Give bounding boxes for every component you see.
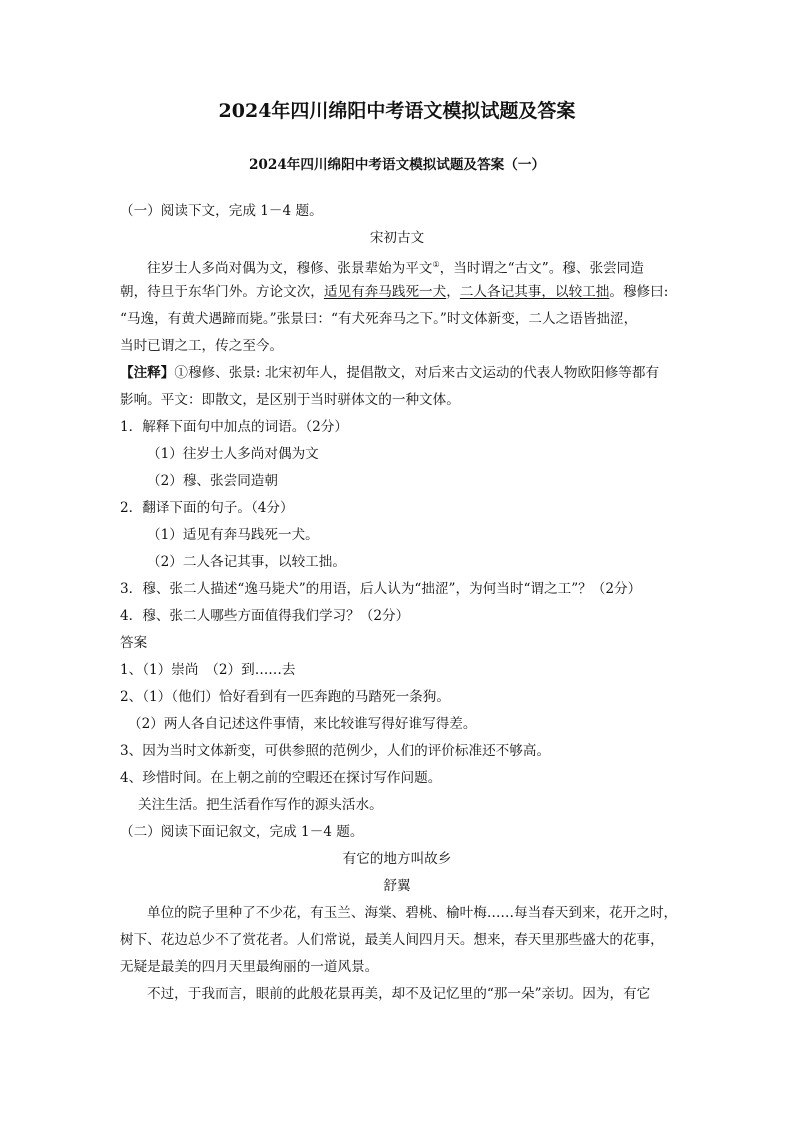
answer-2-item-1: 2、（1）（他们）恰好看到有一匹奔跑的马踏死一条狗。 xyxy=(120,689,450,705)
question-3: 3．穆、张二人描述“逸马毙犬”的用语，后人认为“拙涩”，为何当时“谓之工”？（2分） xyxy=(120,581,642,597)
underlined-sentence-1: 适见有奔马践死一犬 xyxy=(323,284,447,300)
passage2-author: 舒翼 xyxy=(383,878,411,894)
underlined-sentence-2: 二人各记其事，以较工拙 xyxy=(459,284,610,300)
question-2: 2．翻译下面的句子。（4分） xyxy=(120,500,294,516)
page-title: 2024年四川绵阳中考语文模拟试题及答案 xyxy=(218,100,576,122)
section2-intro: （二）阅读下面记叙文，完成 1－4 题。 xyxy=(120,824,364,840)
question-2-item-1: （1）适见有奔马践死一犬。 xyxy=(147,527,319,543)
answer-3: 3、因为当时文体新变，可供参照的范例少，人们的评价标准还不够高。 xyxy=(120,743,551,759)
passage1-line-1: 往岁士人多尚对偶为文，穆修、张景辈始为平文①，当时谓之“古文”。穆、张尝同造 xyxy=(147,260,644,277)
passage2-title: 有它的地方叫故乡 xyxy=(342,851,452,867)
annotation-line-1: 【注释】①穆修、张景: 北宋初年人，提倡散文，对后来古文运动的代表人物欧阳修等都有 xyxy=(120,365,660,381)
question-1-item-2: （2）穆、张尝同造朝 xyxy=(147,473,278,489)
passage2-line-3: 无疑是最美的四月天里最绚丽的一道风景。 xyxy=(120,959,379,975)
annotation-label: 【注释】 xyxy=(120,365,175,381)
passage2-line-2: 树下、花边总少不了赏花者。人们常说，最美人间四月天。想来，春天里那些盛大的花事， xyxy=(120,932,664,948)
exam-subtitle: 2024年四川绵阳中考语文模拟试题及答案（一） xyxy=(248,157,546,173)
question-1: 1．解释下面句中加点的词语。（2分） xyxy=(120,419,348,435)
passage1-line-3: “马逸，有黄犬遇蹄而毙。”张景曰：“有犬死奔马之下。”时文体新变，二人之语皆拙涩， xyxy=(120,311,638,327)
answer-1: 1、（1）崇尚 （2）到……去 xyxy=(120,662,296,678)
passage1-line-4: 当时已谓之工，传之至今。 xyxy=(120,338,284,354)
section1-intro: （一）阅读下文，完成 1－4 题。 xyxy=(120,203,323,219)
question-1-item-1: （1）往岁士人多尚对偶为文 xyxy=(147,446,319,462)
answer-4-item-2: 关注生活。把生活看作写作的源头活水。 xyxy=(138,797,383,813)
annotation-line-2: 影响。平文：即散文，是区别于当时骈体文的一种文体。 xyxy=(120,392,460,408)
answer-4-item-1: 4、珍惜时间。在上朝之前的空暇还在探讨写作问题。 xyxy=(120,770,442,786)
question-4: 4．穆、张二人哪些方面值得我们学习？（2分） xyxy=(120,608,410,624)
answer-heading: 答案 xyxy=(120,635,148,651)
passage2-line-4: 不过，于我而言，眼前的此般花景再美，却不及记忆里的“那一朵”亲切。因为，有它 xyxy=(147,986,651,1002)
question-2-item-2: （2）二人各记其事，以较工拙。 xyxy=(147,554,346,570)
passage1-title: 宋初古文 xyxy=(369,230,425,246)
answer-2-item-2: （2）两人各自记述这件事情，来比较谁写得好谁写得差。 xyxy=(128,716,477,732)
passage2-line-1: 单位的院子里种了不少花，有玉兰、海棠、碧桃、榆叶梅……每当春天到来，花开之时， xyxy=(147,905,678,921)
passage1-line-2: 朝，待旦于东华门外。方论文次，适见有奔马践死一犬，二人各记其事，以较工拙。穆修曰: xyxy=(120,284,669,300)
